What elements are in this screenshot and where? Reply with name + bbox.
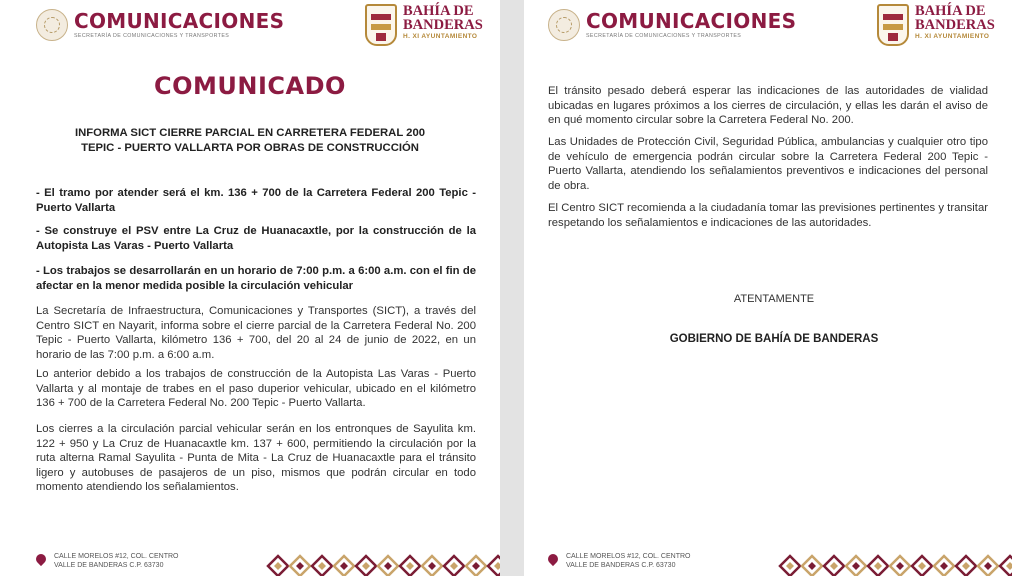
pattern-diamond-inner [406,562,414,570]
muni-name-line3: H. XI AYUNTAMIENTO [403,33,478,40]
pattern-svg [266,548,500,576]
bullet-item: - El tramo por atender será el km. 136 + 700 de la Carretera Federal 200 Tepic - Puerto Vallarta [36,187,476,214]
pattern-diamond-inner [830,562,838,570]
address-line-1: CALLE MORELOS #12, COL. CENTRO [54,553,179,560]
pattern-diamond-inner [984,562,992,570]
location-pin-icon [34,552,48,566]
national-seal-icon [36,9,68,41]
body-paragraph: El Centro SICT recomienda a la ciudadanía tomar las previsiones pertinentes y transitar respetando los señalamientos e indicaciones de las autoridades. [548,202,988,229]
pattern-diamond-inner [808,562,816,570]
muni-name-line2: BANDERAS [915,17,995,33]
org-subtitle: SECRETARÍA DE COMUNICACIONES Y TRANSPORTES [74,33,230,39]
location-pin-icon [546,552,560,566]
pattern-diamond-inner [962,562,970,570]
municipal-shield-icon [877,4,909,46]
pattern-diamond-inner [428,562,436,570]
pattern-diamond-inner [852,562,860,570]
headline-line-1: INFORMA SICT CIERRE PARCIAL EN CARRETERA FEDERAL 200 [74,127,426,139]
pattern-diamond-inner [318,562,326,570]
pattern-diamond-inner [918,562,926,570]
pattern-diamond-inner [362,562,370,570]
bullet-item: - Se construye el PSV entre La Cruz de Huanacaxtle, por la construcción de la Autopista Las Varas - Puerto Vallarta [36,225,476,252]
decorative-pattern [266,548,500,576]
sict-logo [548,8,796,42]
bahia-logo [877,4,995,46]
headline [40,126,460,155]
body-paragraph: Los cierres a la circulación parcial vehicular serán en los entronques de Sayulita km. 122 + 950 y La Cruz de Huanacaxtle km. 137 + 600, permitiendo la circulación por la ruta alterna Ramal Sayulita - Punta de Mita - La Cruz de Huanacaxtle para el tránsito ligero y autobuses de pasajeros de un piso, mismos que podrán circular en todo momento atendiendo los señalamientos. [36,423,476,493]
pattern-svg [778,548,1012,576]
pattern-diamond-inner [296,562,304,570]
address-block [548,552,690,570]
municipal-shield-icon [365,4,397,46]
body-paragraph: Las Unidades de Protección Civil, Seguridad Pública, ambulancias y cualquier otro tipo de vehículo de emergencia podrán circular sobre la Carretera Federal 200 Tepic - Puerto Vallarta, atendiendo los señalamientos preventivos e indicaciones del personal de obra. [548,136,988,192]
headline-line-2: TEPIC - PUERTO VALLARTA POR OBRAS DE CONSTRUCCIÓN [81,141,419,154]
pattern-diamond-inner [1006,562,1012,570]
decorative-pattern [778,548,1012,576]
bullet-item: - Los trabajos se desarrollarán en un horario de 7:00 p.m. a 6:00 a.m. con el fin de afectar en la menor medida posible la circulación vehicular [36,265,476,292]
address-block [36,552,178,570]
address-line-2: VALLE DE BANDERAS C.P. 63730 [54,562,164,569]
body-paragraph: Lo anterior debido a los trabajos de construcción de la Autopista Las Varas - Puerto Vallarta y al montaje de trabes en el paso duperior vehicular, ubicado en el kilómetro 136 + 700 de la Carretera Federal No. 200 Tepic - Puerto Vallarta. [36,368,476,409]
document-page-2 [524,0,1024,576]
pattern-diamond-inner [450,562,458,570]
address-line-2: VALLE DE BANDERAS C.P. 63730 [566,562,676,569]
pattern-diamond-inner [940,562,948,570]
pattern-diamond-inner [384,562,392,570]
org-subtitle: SECRETARÍA DE COMUNICACIONES Y TRANSPORTES [586,33,742,39]
closing-salutation: ATENTAMENTE [733,293,815,305]
address-line-1: CALLE MORELOS #12, COL. CENTRO [566,553,691,560]
signature-name: GOBIERNO DE BAHÍA DE BANDERAS [669,333,879,345]
pattern-diamond-inner [786,562,794,570]
pattern-diamond-inner [896,562,904,570]
body-paragraph: El tránsito pesado deberá esperar las indicaciones de las autoridades de vialidad ubicadas en lugares próximos a los cierres de circulación, y ellas les darán el aviso de en qué momento circular sobre la Carretera Federal No. 200. [548,85,988,126]
document-page-1 [0,0,500,576]
org-title: COMUNICACIONES [586,9,797,33]
pattern-diamond-inner [472,562,480,570]
bahia-logo [365,4,483,46]
sict-logo [36,8,284,42]
muni-name-line1: BAHÍA DE [915,3,986,19]
pattern-diamond-inner [340,562,348,570]
muni-name-line3: H. XI AYUNTAMIENTO [915,33,990,40]
pattern-diamond-inner [874,562,882,570]
page-title: COMUNICADO [154,72,346,100]
pattern-diamond-inner [274,562,282,570]
muni-name-line1: BAHÍA DE [403,3,474,19]
body-paragraph: La Secretaría de Infraestructura, Comunicaciones y Transportes (SICT), a través del Centro SICT en Nayarit, informa sobre el cierre parcial de la Carretera Federal No. 200 Tepic - Puerto Vallarta, kilómetro 136 + 700, del 20 al 24 de junio de 2022, en un horario de las 7:00 p.m. a 6:00 a.m. [36,305,476,361]
org-title: COMUNICACIONES [74,9,285,33]
muni-name-line2: BANDERAS [403,17,483,33]
national-seal-icon [548,9,580,41]
page-gutter [500,0,524,576]
